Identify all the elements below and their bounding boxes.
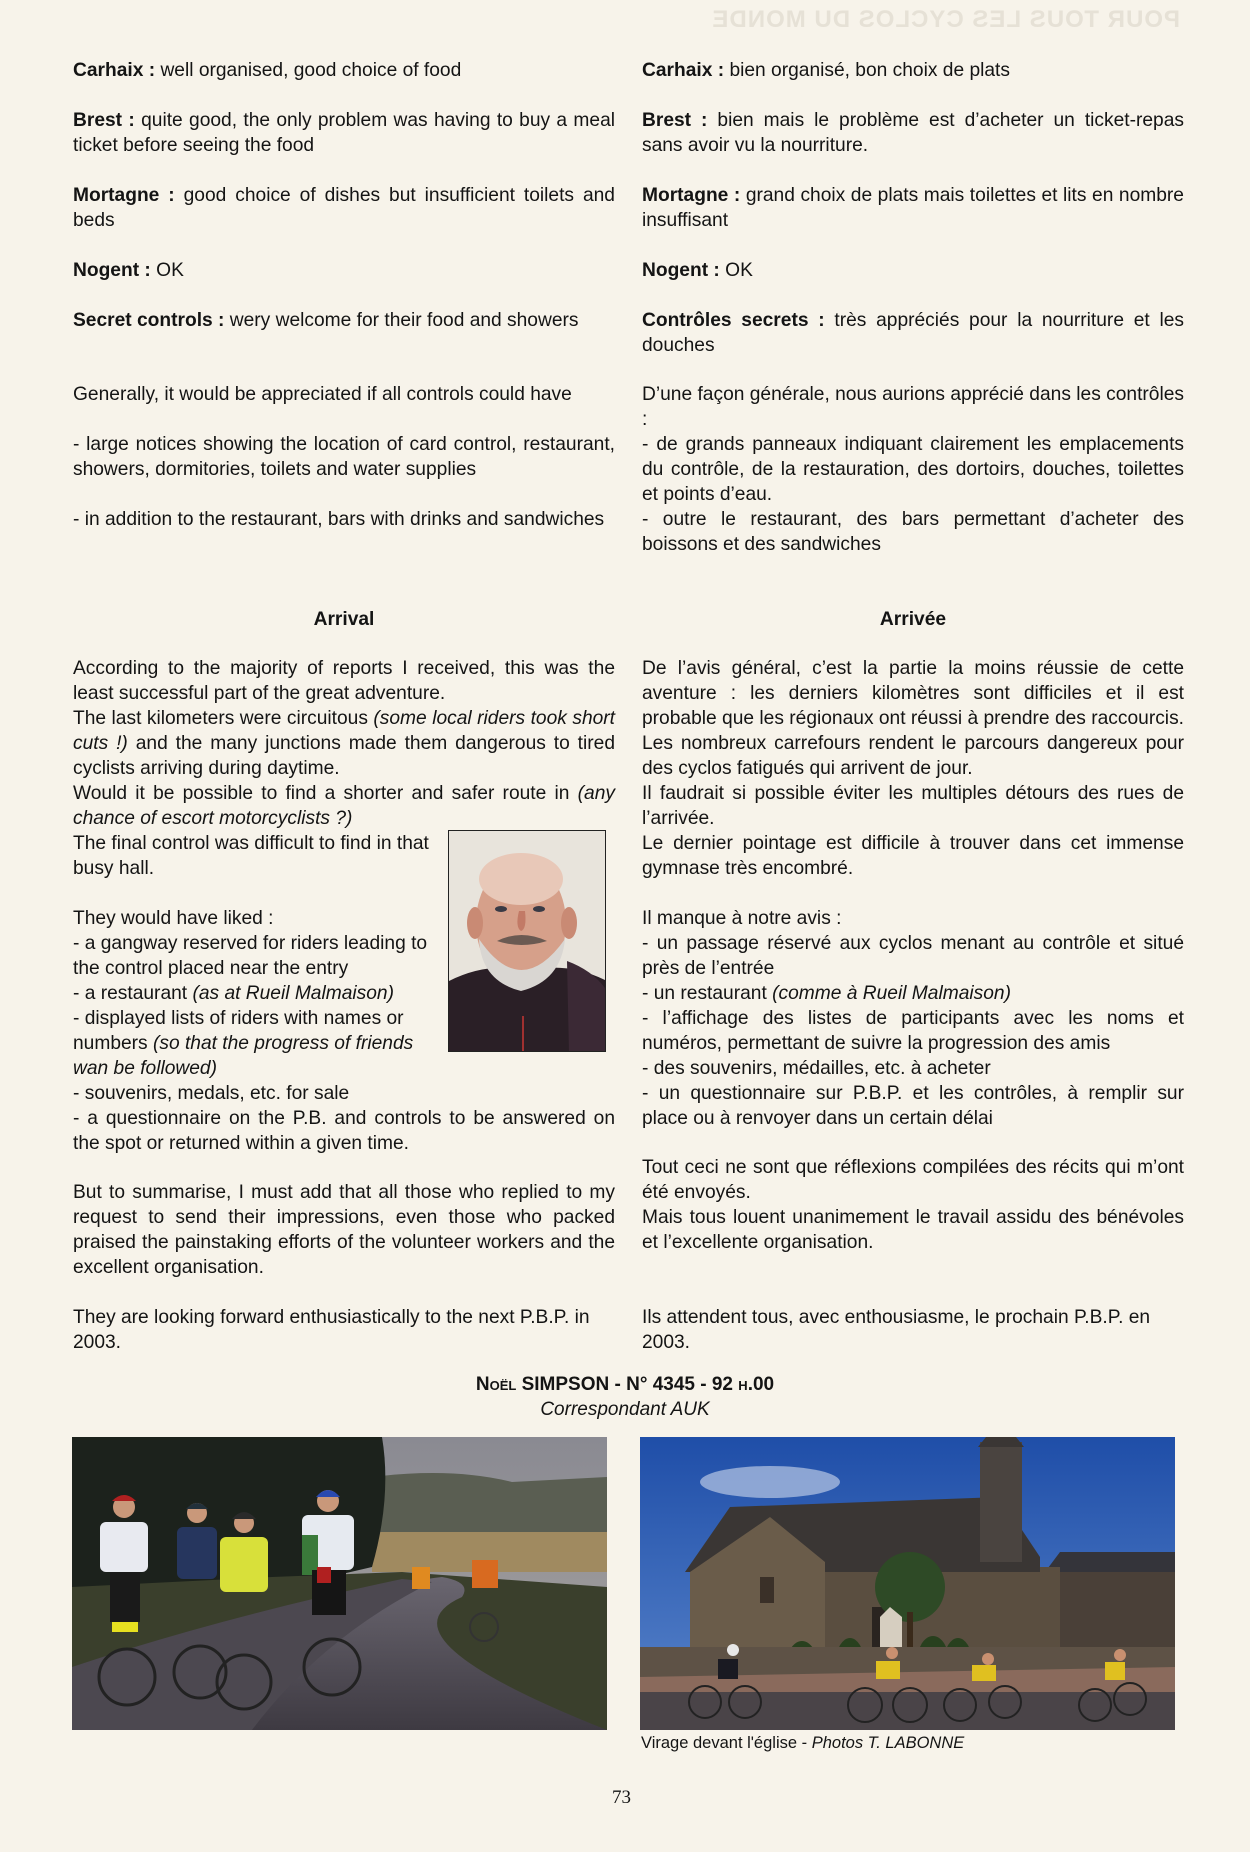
control-carhaix: Carhaix : bien organisé, bon choix de plats xyxy=(642,60,1010,81)
general-item: - in addition to the restaurant, bars with drinks and sandwiches xyxy=(73,509,605,530)
control-mortagne: Mortagne : grand choix de plats mais toilettes et lits en nombre insuffisant xyxy=(642,185,1184,231)
summary-paragraph: Tout ceci ne sont que réflexions compilées des récits qui m’ont été envoyés. xyxy=(642,1157,1184,1203)
closing-paragraph: Ils attendent tous, avec enthousiasme, le prochain P.B.P. en 2003. xyxy=(642,1307,1151,1353)
author-role: Correspondant AUK xyxy=(540,1399,710,1420)
control-brest: Brest : quite good, the only problem was having to buy a meal ticket before seeing the food xyxy=(73,110,615,156)
liked-list xyxy=(73,906,433,1081)
author-signature xyxy=(0,1372,1250,1422)
arrival-paragraph: Would it be possible to find a shorter and safer route in (any chance of escort motorcyclists ?) xyxy=(73,783,615,829)
author-name: Noël SIMPSON - N° 4345 - 92 h.00 xyxy=(475,1374,775,1395)
arrival-heading: Arrivée xyxy=(879,609,947,630)
portrait-image xyxy=(449,831,606,1052)
general-intro: D’une façon générale, nous aurions apprécié dans les contrôles : xyxy=(642,384,1184,430)
control-mortagne: Mortagne : good choice of dishes but insufficient toilets and beds xyxy=(73,185,615,231)
author-portrait xyxy=(448,830,606,1052)
cyclists-road-image xyxy=(72,1437,607,1730)
summary-paragraph: Mais tous louent unanimement le travail assidu des bénévoles et l’excellente organisation. xyxy=(642,1207,1184,1253)
missing-item: - un passage réservé aux cyclos menant au contrôle et situé près de l’entrée xyxy=(642,933,1184,979)
liked-item: - souvenirs, medals, etc. for sale xyxy=(73,1083,350,1104)
missing-item: - l’affichage des listes de participants avec les noms et numéros, permettant de suivre la progression des amis xyxy=(642,1008,1184,1054)
church-image xyxy=(640,1437,1175,1730)
control-nogent: Nogent : OK xyxy=(73,260,184,281)
general-item: - de grands panneaux indiquant clairement les emplacements du contrôle, de la restauration, des dortoirs, douches, toilettes et points d’eau. xyxy=(642,434,1184,505)
control-secret: Contrôles secrets : très appréciés pour la nourriture et les douches xyxy=(642,310,1185,356)
general-intro: Generally, it would be appreciated if all controls could have xyxy=(73,384,572,405)
liked-item: - displayed lists of riders with names or numbers (so that the progress of friends wan be followed) xyxy=(73,1008,414,1079)
missing-item: - un questionnaire sur P.B.P. et les contrôles, à remplir sur place ou à renvoyer dans un certain délai xyxy=(642,1083,1184,1129)
general-item: - outre le restaurant, des bars permettant d’acheter des boissons et des sandwiches xyxy=(642,509,1184,555)
arrival-paragraph: Il faudrait si possible éviter les multiples détours des rues de l’arrivée. xyxy=(642,783,1184,829)
arrival-heading: Arrival xyxy=(313,609,375,630)
closing-paragraph: They are looking forward enthusiastically to the next P.B.P. in 2003. xyxy=(73,1307,590,1353)
arrival-paragraph: Le dernier pointage est difficile à trouver dans cet immense gymnase très encombré. xyxy=(642,833,1184,879)
photo-cyclists-road xyxy=(72,1437,607,1730)
bleed-through-watermark: POUR TOUS LES CYCLOS DU MONDE xyxy=(711,6,1180,33)
general-item: - large notices showing the location of card control, restaurant, showers, dormitories, toilets and water supplies xyxy=(73,434,615,480)
arrival-paragraph: According to the majority of reports I received, this was the least successful part of the great adventure. xyxy=(73,658,615,704)
missing-item: - un restaurant (comme à Rueil Malmaison) xyxy=(642,983,1011,1004)
summary-paragraph: But to summarise, I must add that all those who replied to my request to send their impressions, even those who packed praised the painstaking efforts of the volunteer workers and the excellent organisation. xyxy=(73,1182,615,1278)
control-brest: Brest : bien mais le problème est d’acheter un ticket-repas sans avoir vu la nourriture. xyxy=(642,110,1184,156)
photo-church xyxy=(640,1437,1175,1730)
control-nogent: Nogent : OK xyxy=(642,260,753,281)
liked-intro: They would have liked : xyxy=(73,908,274,929)
missing-item: - des souvenirs, médailles, etc. à acheter xyxy=(642,1058,991,1079)
control-secret: Secret controls : wery welcome for their food and showers xyxy=(73,310,579,331)
arrival-paragraph: The last kilometers were circuitous (some local riders took short cuts !) and the many junctions made them dangerous to tired cyclists arriving during daytime. xyxy=(73,708,616,779)
liked-item: - a questionnaire on the P.B. and controls to be answered on the spot or returned within a given time. xyxy=(73,1108,615,1154)
missing-intro: Il manque à notre avis : xyxy=(642,908,842,929)
photo-caption: Virage devant l'église - Photos T. LABONNE xyxy=(641,1734,965,1752)
liked-item: - a gangway reserved for riders leading to the control placed near the entry xyxy=(73,933,428,979)
control-carhaix: Carhaix : well organised, good choice of food xyxy=(73,60,462,81)
arrival-paragraph: The final control was difficult to find in that busy hall. xyxy=(73,833,429,879)
liked-item: - a restaurant (as at Rueil Malmaison) xyxy=(73,983,394,1004)
page-number: 73 xyxy=(612,1787,631,1808)
arrival-paragraph: De l’avis général, c’est la partie la moins réussie de cette aventure : les derniers kilomètres sont difficiles et il est probable que les régionaux ont réussi à prendre des raccourcis. Les nombreux carrefours rendent le parcours dangereux pour des cyclos fatigués qui arrivent de jour. xyxy=(642,658,1184,779)
